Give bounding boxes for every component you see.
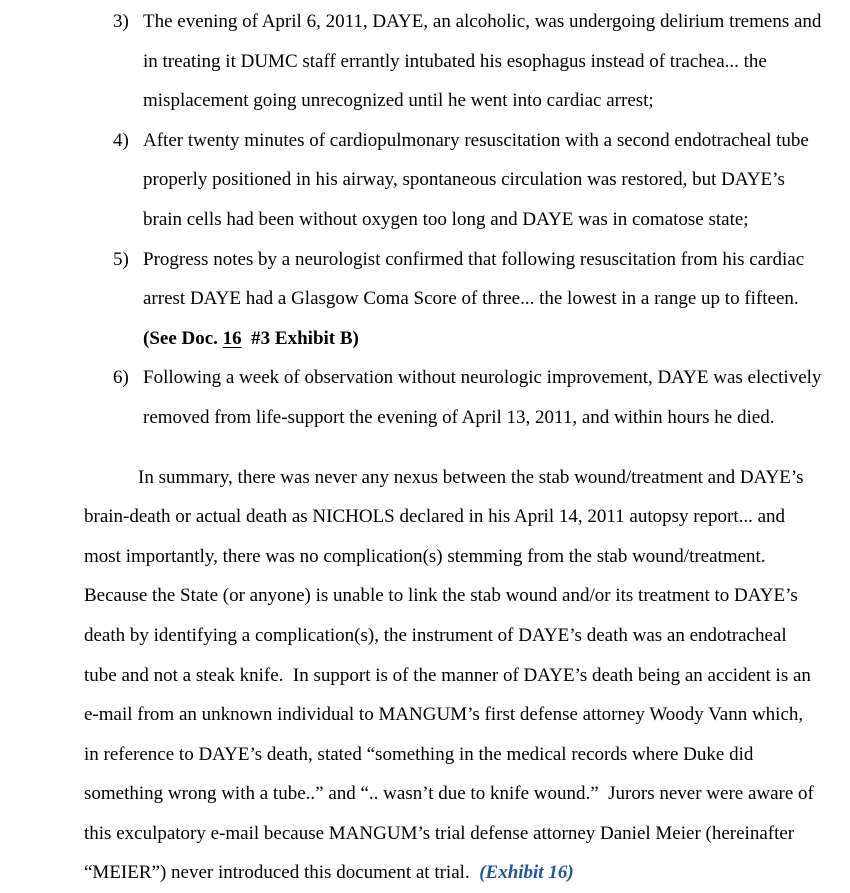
list-item-number: 5) — [113, 248, 129, 270]
list-item-line — [113, 2, 850, 42]
list-item-line: properly positioned in his airway, spontaneous circulation was restored, but DAYE’s — [143, 169, 785, 191]
list-item-5 — [0, 240, 850, 359]
paragraph-line: In summary, there was never any nexus between the stab wound/treatment and DAYE’s — [138, 466, 804, 488]
list-item-number: 6) — [113, 367, 129, 389]
list-item-text: Following a week of observation without neurologic improvement, DAYE was electively — [143, 367, 822, 389]
list-item-line: misplacement going unrecognized until he went into cardiac arrest; — [143, 90, 654, 112]
paragraph-line: in reference to DAYE’s death, stated “something in the medical records where Duke did — [84, 743, 754, 765]
list-item-text: After twenty minutes of cardiopulmonary resuscitation with a second endotracheal tube — [143, 129, 809, 151]
summary-paragraph — [0, 458, 850, 893]
citation-doc-number: 16 — [222, 327, 242, 349]
list-item-line — [113, 240, 850, 280]
paragraph-text: “MEIER”) never introduced this document at trial. — [84, 862, 480, 884]
list-item-text: Progress notes by a neurologist confirmed that following resuscitation from his cardiac — [143, 248, 805, 270]
paragraph-line: brain-death or actual death as NICHOLS declared in his April 14, 2011 autopsy report... and — [84, 506, 786, 528]
list-item-3 — [0, 2, 850, 121]
list-item-line — [113, 358, 850, 398]
numbered-list — [0, 2, 850, 438]
doc-citation — [143, 319, 850, 359]
citation-suffix: #3 Exhibit B) — [241, 327, 359, 349]
citation-prefix: (See Doc. — [143, 327, 223, 349]
paragraph-line: e-mail from an unknown individual to MANGUM’s first defense attorney Woody Vann which, — [84, 704, 804, 726]
list-item-6 — [0, 358, 850, 437]
exhibit-reference: (Exhibit 16) — [479, 862, 574, 884]
list-item-4 — [0, 121, 850, 240]
paragraph-line: something wrong with a tube..” and “.. wasn’t due to knife wound.” Jurors never were aware of — [84, 783, 814, 805]
list-item-number: 4) — [113, 129, 129, 151]
paragraph-line: Because the State (or anyone) is unable to link the stab wound and/or its treatment to DAYE’s — [84, 585, 798, 607]
list-item-line: in treating it DUMC staff errantly intubated his esophagus instead of trachea... the — [143, 50, 767, 72]
paragraph-line: tube and not a steak knife. In support is of the manner of DAYE’s death being an accident is an — [84, 664, 811, 686]
list-item-text: The evening of April 6, 2011, DAYE, an alcoholic, was undergoing delirium tremens and — [143, 11, 822, 32]
list-item-line: removed from life-support the evening of April 13, 2011, and within hours he died. — [143, 406, 775, 428]
paragraph-line: death by identifying a complication(s), the instrument of DAYE’s death was an endotracheal — [84, 624, 787, 646]
paragraph-line: most importantly, there was no complication(s) stemming from the stab wound/treatment. — [84, 545, 766, 567]
paragraph-line: this exculpatory e-mail because MANGUM’s trial defense attorney Daniel Meier (hereinafter — [84, 822, 795, 844]
list-item-line: brain cells had been without oxygen too long and DAYE was in comatose state; — [143, 208, 749, 230]
list-item-line: arrest DAYE had a Glasgow Coma Score of three... the lowest in a range up to fifteen. — [143, 288, 799, 310]
list-item-line — [113, 121, 850, 161]
paragraph-last-line — [84, 853, 850, 893]
list-item-number: 3) — [113, 11, 129, 32]
